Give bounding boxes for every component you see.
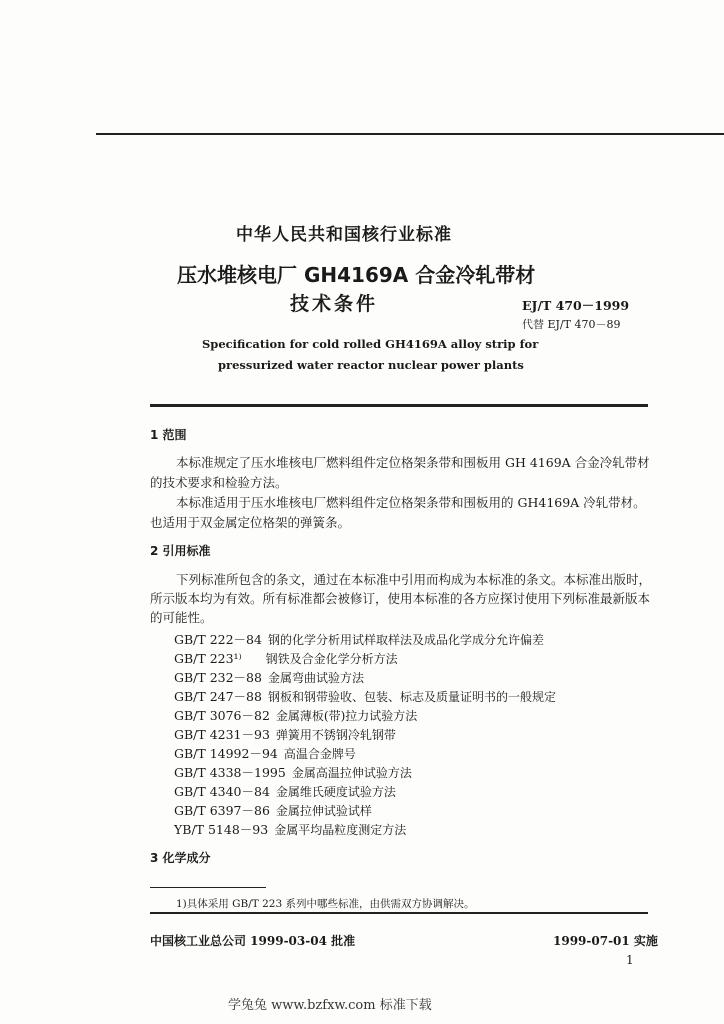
effective-date: 1999-07-01 实施 [553, 934, 658, 948]
reference-title: 金属高温拉伸试验方法 [291, 766, 412, 780]
scope-paragraph-1-cont: 的技术要求和检验方法。 [150, 475, 288, 490]
section-heading-scope: 1 范围 [150, 428, 187, 442]
top-rule [96, 133, 724, 135]
reference-code: GB/T 232－88 [174, 670, 262, 685]
reference-item [174, 819, 406, 838]
standard-number: EJ/T 470－1999 [522, 298, 630, 313]
org-title: 中华人民共和国核行业标准 [236, 225, 452, 245]
reference-code: GB/T 14992－94 [174, 746, 278, 761]
footer-rule [150, 912, 648, 914]
references-intro-cont: 所示版本均为有效。所有标准都会被修订，使用本标准的各方应探讨使用下列标准最新版本 [150, 591, 651, 606]
english-title-line1: Specification for cold rolled GH4169A alloy strip for [202, 337, 539, 351]
reference-code: GB/T 223¹⁾ [174, 651, 242, 666]
references-intro-end: 的可能性。 [150, 610, 213, 625]
reference-item [174, 781, 396, 800]
reference-title: 金属维氏硬度试验方法 [275, 785, 396, 799]
approval-date: 中国核工业总公司 1999-03-04 批准 [150, 934, 356, 948]
reference-title: 金属薄板(带)拉力试验方法 [275, 709, 418, 723]
reference-title: 金属拉伸试验试样 [275, 804, 372, 818]
section-heading-references: 2 引用标准 [150, 544, 211, 558]
reference-item [174, 686, 556, 705]
reference-title: 金属平均晶粒度测定方法 [274, 823, 407, 837]
footnote: 1)具体采用 GB/T 223 系列中哪些标准，由供需双方协调解决。 [176, 898, 475, 910]
reference-item [174, 762, 412, 781]
reference-item [174, 724, 396, 743]
reference-code: GB/T 3076－82 [174, 708, 270, 723]
reference-title: 钢的化学分析用试样取样法及成品化学成分允许偏差 [267, 633, 544, 647]
scope-paragraph-2: 本标准适用于压水堆核电厂燃料组件定位格架条带和围板用的 GH4169A 冷轧带材。 [176, 495, 646, 510]
reference-code: GB/T 6397－86 [174, 803, 270, 818]
reference-title: 弹簧用不锈钢冷轧钢带 [275, 728, 396, 742]
scope-paragraph-2-cont: 也适用于双金属定位格架的弹簧条。 [150, 515, 351, 530]
reference-code: YB/T 5148－93 [174, 822, 269, 837]
section-heading-chemistry: 3 化学成分 [150, 851, 211, 865]
reference-item [174, 667, 364, 686]
footnote-rule [150, 887, 266, 888]
reference-title: 金属弯曲试验方法 [267, 671, 364, 685]
reference-title: 钢板和钢带验收、包装、标志及质量证明书的一般规定 [267, 690, 556, 704]
reference-item [174, 705, 417, 724]
reference-title: 高温合金牌号 [283, 747, 356, 761]
reference-item [174, 648, 398, 667]
watermark: 学兔兔 www.bzfxw.com 标准下载 [228, 998, 432, 1013]
doc-title-line2: 技术条件 [290, 293, 379, 315]
reference-item [174, 743, 356, 762]
replaces-note: 代替 EJ/T 470－89 [522, 318, 621, 331]
header-rule [150, 404, 648, 407]
reference-code: GB/T 222－84 [174, 632, 262, 647]
reference-title: 钢铁及合金化学分析方法 [265, 652, 398, 666]
references-intro: 下列标准所包含的条文，通过在本标准中引用而构成为本标准的条文。本标准出版时， [176, 572, 652, 587]
reference-item [174, 629, 544, 648]
reference-code: GB/T 4231－93 [174, 727, 270, 742]
page-number: 1 [626, 953, 634, 967]
doc-title: 压水堆核电厂 GH4169A 合金冷轧带材 [177, 263, 536, 287]
english-title-line2: pressurized water reactor nuclear power plants [218, 358, 524, 372]
scope-paragraph-1: 本标准规定了压水堆核电厂燃料组件定位格架条带和围板用 GH 4169A 合金冷轧带材 [176, 455, 650, 470]
reference-code: GB/T 4338－1995 [174, 765, 286, 780]
reference-item [174, 800, 372, 819]
reference-code: GB/T 4340－84 [174, 784, 270, 799]
reference-code: GB/T 247－88 [174, 689, 262, 704]
